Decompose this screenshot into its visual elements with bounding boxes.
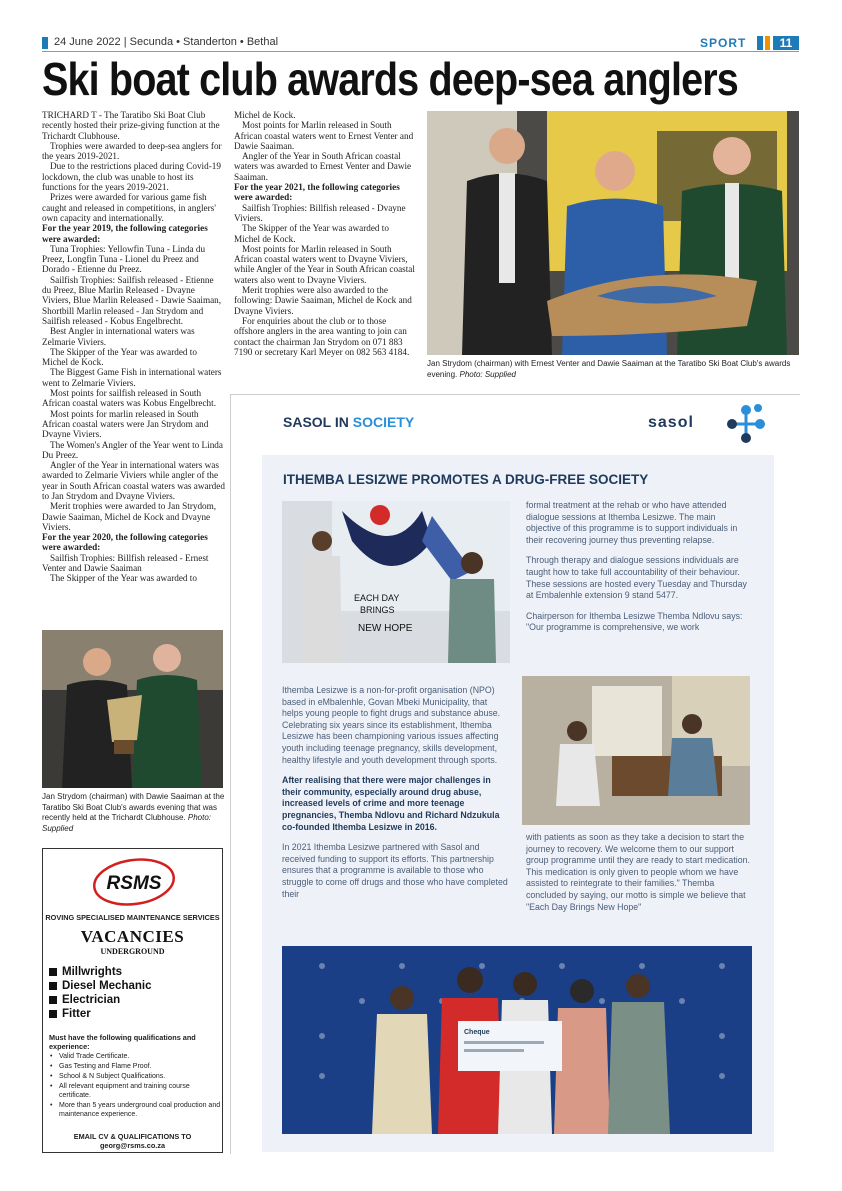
header-accent-bar — [42, 37, 48, 49]
ad-position-label: Diesel Mechanic — [62, 980, 152, 992]
ad-position-item — [49, 1007, 219, 1021]
article-headline: Ski boat club awards deep-sea anglers — [42, 53, 738, 105]
square-bullet-icon — [49, 968, 57, 976]
square-bullet-icon — [49, 996, 57, 1004]
edition-locations: Secunda • Standerton • Bethal — [129, 36, 279, 48]
article-paragraph: Prizes were awarded for various game fish caught and released in competitions, in anglers' own capacity and internationally. — [42, 192, 216, 223]
article-column-1 — [42, 110, 225, 624]
article-paragraph: Most points for Marlin released in South African coastal waters went to Ernest Venter and Dawie Saaiman. — [234, 120, 414, 151]
article-paragraph: Angler of the Year in international waters was awarded to Zelmarie Viviers while angler of the year in South African coastal waters was awarded to Jan Strydom and Dvayne Viviers. — [42, 460, 225, 501]
bullet-icon: • — [50, 1063, 53, 1070]
sasol-right-col-text-bottom — [526, 832, 752, 913]
article-paragraph: TRICHARD T - The Taratibo Ski Boat Club recently hosted their prize-giving function at the Trichardt Clubhouse. — [42, 110, 220, 141]
photo-cheque-handover — [282, 946, 752, 1134]
article-paragraph: For the year 2020, the following categories were awarded: — [42, 532, 208, 553]
article-paragraph: Most points for sailfish released in South African coastal waters was Kobus Engelbrecht. — [42, 388, 216, 409]
ad-company-name: ROVING SPECIALISED MAINTENANCE SERVICES — [45, 913, 220, 922]
sasol-left-p1: Ithemba Lesizwe is a non-for-profit organisation (NPO) based in eMbalenhle, Govan Mbeki Municipality, that helps young people to fight drugs and substance abuse. Celebrating six years since its establishment, Ithemba Lesizwe has been championing various issues affecting youth including teenage pregnancy, skills development, healthy lifestyle and youth development through sports. — [282, 685, 501, 765]
article-paragraph: Sailfish Trophies: Billfish released - Dvayne Viviers. — [234, 202, 406, 223]
sasol-right-p4: with patients as soon as they take a decision to start the journey to recovery. We welcome them to our support group programme until they are ready to start medication. This medication is only given to people whom we have assisted to reintegrate to their families." Themba concluded by saying, our motto is simple we believe that "Each Day Brings New Hope" — [526, 832, 750, 912]
sasol-right-p3: Chairperson for Ithemba Lesizwe Themba Ndlovu says: "Our programme is comprehensive, we work — [526, 610, 743, 633]
ad-position-label: Millwrights — [62, 966, 123, 978]
sasol-section-title-a: SASOL IN — [283, 414, 353, 430]
ad-position-item — [49, 979, 219, 993]
photo-two-anglers — [42, 630, 223, 788]
article-paragraph: For the year 2021, the following categories were awarded: — [234, 182, 400, 203]
photo2-caption — [42, 792, 225, 834]
photo1-caption-text: Jan Strydom (chairman) with Ernest Venter and Dawie Saaiman at the Taratibo Ski Boat Club's awards evening. — [427, 359, 791, 379]
ad-requirement-item — [49, 1072, 221, 1081]
rsms-advert — [42, 848, 223, 1153]
bullet-icon: • — [50, 1073, 53, 1080]
article-paragraph: The Skipper of the Year was awarded to Michel de Kock. — [42, 346, 197, 368]
ad-position-item — [49, 993, 219, 1007]
photo-two-anglers-illustration — [42, 630, 223, 788]
article-paragraph: For enquiries about the club or to those offshore anglers in the area wanting to join can contact the chairman Jan Strydom on 071 883 7190 or secretary Karl Meyer on 082 563 4184. — [234, 315, 410, 357]
ad-requirement-text: All relevant equipment and training course certificate. — [59, 1083, 190, 1099]
article-column-2 — [234, 110, 417, 385]
article-paragraph: The Skipper of the Year was awarded to — [50, 573, 197, 584]
page-number: 11 — [773, 36, 799, 50]
cheque-label: Cheque — [464, 1029, 490, 1036]
sasol-left-p2: After realising that there were major challenges in their community, especially around drug abuse, increased levels of crime and more teenage pregnancies, Themba Ndlovu and Richard Ndzukula co-founded Ithemba Lesizwe in 2016. — [282, 775, 500, 832]
article-paragraph: Most points for Marlin released in South African coastal waters went to Dvayne Viviers, while Angler of the Year in South African coastal waters also went to Dvayne Viviers. — [234, 243, 415, 285]
article-paragraph: For the year 2019, the following categories were awarded: — [42, 223, 208, 244]
sasol-section-title-b: SOCIETY — [352, 414, 415, 430]
sasol-article-headline: ITHEMBA LESIZWE PROMOTES A DRUG-FREE SOCIETY — [283, 472, 649, 487]
section-label: SPORT — [700, 36, 747, 50]
photo-office-illustration — [522, 676, 750, 825]
header-separator: | — [123, 36, 130, 48]
ad-requirement-text: Gas Testing and Flame Proof. — [59, 1063, 152, 1070]
sasol-left-p3: In 2021 Ithemba Lesizwe partnered with Sasol and received funding to support its efforts. This partnership ensures that a programme is available to those who struggle to come off drugs and those who have completed their — [282, 842, 508, 899]
ad-vacancies-title: VACANCIES — [80, 927, 185, 946]
square-bullet-icon — [49, 982, 57, 990]
article-paragraph: Best Angler in international waters was Zelmarie Viviers. — [42, 326, 195, 347]
bullet-icon: • — [50, 1083, 53, 1090]
sasol-logo — [648, 400, 768, 448]
sasol-molecule-icon — [726, 402, 766, 446]
sasol-right-col-text-top — [526, 500, 750, 634]
ad-email-label: EMAIL CV & QUALIFICATIONS TO — [73, 1132, 192, 1141]
mural-text-line-3: NEW HOPE — [358, 623, 413, 634]
ad-requirement-item — [49, 1101, 221, 1119]
bullet-icon: • — [50, 1102, 53, 1109]
square-bullet-icon — [49, 1010, 57, 1018]
ad-requirement-item — [49, 1082, 221, 1100]
ad-requirement-item — [49, 1062, 221, 1071]
article-paragraph: Due to the restrictions placed during Covid-19 lockdown, the club was unable to host its functions for the years 2019-2021. — [42, 161, 221, 193]
ad-positions-list — [49, 965, 219, 1021]
photo-cheque-illustration — [282, 946, 752, 1134]
ad-position-label: Electrician — [62, 994, 121, 1006]
sasol-section-title — [283, 414, 414, 430]
photo1-credit: Photo: Supplied — [459, 369, 516, 379]
photo-mural — [282, 501, 510, 663]
sasol-logo-text: sasol — [648, 414, 694, 431]
article-paragraph: The Women's Angler of the Year went to Linda Du Preez. — [42, 439, 223, 460]
article-paragraph: Most points for marlin released in South African coastal waters were Jan Strydom and Dvayne Viviers. — [42, 408, 209, 440]
article-paragraph: Angler of the Year in South African coastal waters was awarded to Ernest Venter and Dawie Saaiman. — [234, 151, 412, 182]
bullet-icon: • — [50, 1053, 53, 1060]
sasol-left-col-text — [282, 685, 508, 900]
photo2-caption-text: Jan Strydom (chairman) with Dawie Saaiman at the Taratibo Ski Boat Club's awards evening that was recently held at the Trichardt Clubhouse. — [42, 792, 225, 822]
article-paragraph: Tuna Trophies: Yellowfin Tuna - Linda du Preez, Longfin Tuna - Lionel du Preez and Dorado - Etienne du Preez. — [42, 243, 206, 275]
ad-position-label: Fitter — [62, 1008, 91, 1020]
header-dateline — [54, 36, 278, 48]
section-bar-blue — [757, 36, 763, 50]
article-paragraph: The Skipper of the Year was awarded to Michel de Kock. — [234, 223, 389, 244]
article-paragraph: Trophies were awarded to deep-sea anglers for the years 2019-2021. — [42, 140, 222, 162]
mural-text-line-1: EACH DAY — [354, 593, 400, 603]
issue-date: 24 June 2022 — [54, 36, 121, 48]
photo-office — [522, 676, 750, 825]
article-paragraph: The Biggest Game Fish in international waters went to Zelmarie Viviers. — [42, 367, 222, 388]
ad-requirements-title: Must have the following qualifications and experience: — [49, 1033, 196, 1051]
mural-text-line-2: BRINGS — [360, 605, 395, 615]
photo2-credit: Photo: Supplied — [42, 813, 212, 833]
article-paragraph: Sailfish Trophies: Sailfish released - Etienne du Preez, Blue Marlin Released - Dvayne Viviers, Blue Marlin Released - Dawie Saaiman, Shortbill Marlin released - Jan Strydom and Sailfish released - Kobus Engelbrecht. — [42, 274, 222, 326]
sasol-right-p2: Through therapy and dialogue sessions individuals are taught how to take full accountability of their behaviour. These sessions are hosted every Tuesday and Thursday at Embalenhle extension 9 stand 5477. — [526, 555, 747, 601]
photo-mural-illustration — [282, 501, 510, 663]
photo-three-anglers-illustration — [427, 111, 799, 355]
ad-requirement-text: More than 5 years underground coal production and maintenance experience. — [59, 1102, 221, 1118]
ad-position-item — [49, 965, 219, 979]
photo1-caption — [427, 359, 797, 380]
article-paragraph: Merit trophies were also awarded to the following: Dawie Saaiman, Michel de Kock and Dvayne Viviers. — [234, 285, 412, 316]
rsms-logo-text: RSMS — [106, 873, 162, 894]
photo-three-anglers — [427, 111, 799, 355]
article-paragraph: Sailfish Trophies: Billfish released - Ernest Venter and Dawie Saaiman — [42, 552, 209, 574]
ad-requirement-text: Valid Trade Certificate. — [59, 1053, 130, 1060]
article-paragraph: Merit trophies were awarded to Jan Strydom, Dawie Saaiman, Michel de Kock and Dvayne Viviers. — [42, 501, 217, 532]
sasol-right-p1: formal treatment at the rehab or who have attended dialogue sessions at Ithemba Lesizwe. The main objective of this programme is to support individuals in their recovering journey thus preventing relapse. — [526, 500, 738, 545]
ad-requirement-item — [49, 1052, 221, 1061]
ad-requirements-list — [49, 1052, 221, 1120]
section-bar-orange — [765, 36, 770, 50]
rsms-logo — [91, 855, 177, 909]
ad-underground: UNDERGROUND — [100, 947, 165, 956]
ad-email[interactable]: georg@rsms.co.za — [99, 1141, 166, 1150]
article-paragraph: Michel de Kock. — [234, 110, 296, 120]
ad-requirement-text: School & N Subject Qualifications. — [59, 1073, 166, 1080]
